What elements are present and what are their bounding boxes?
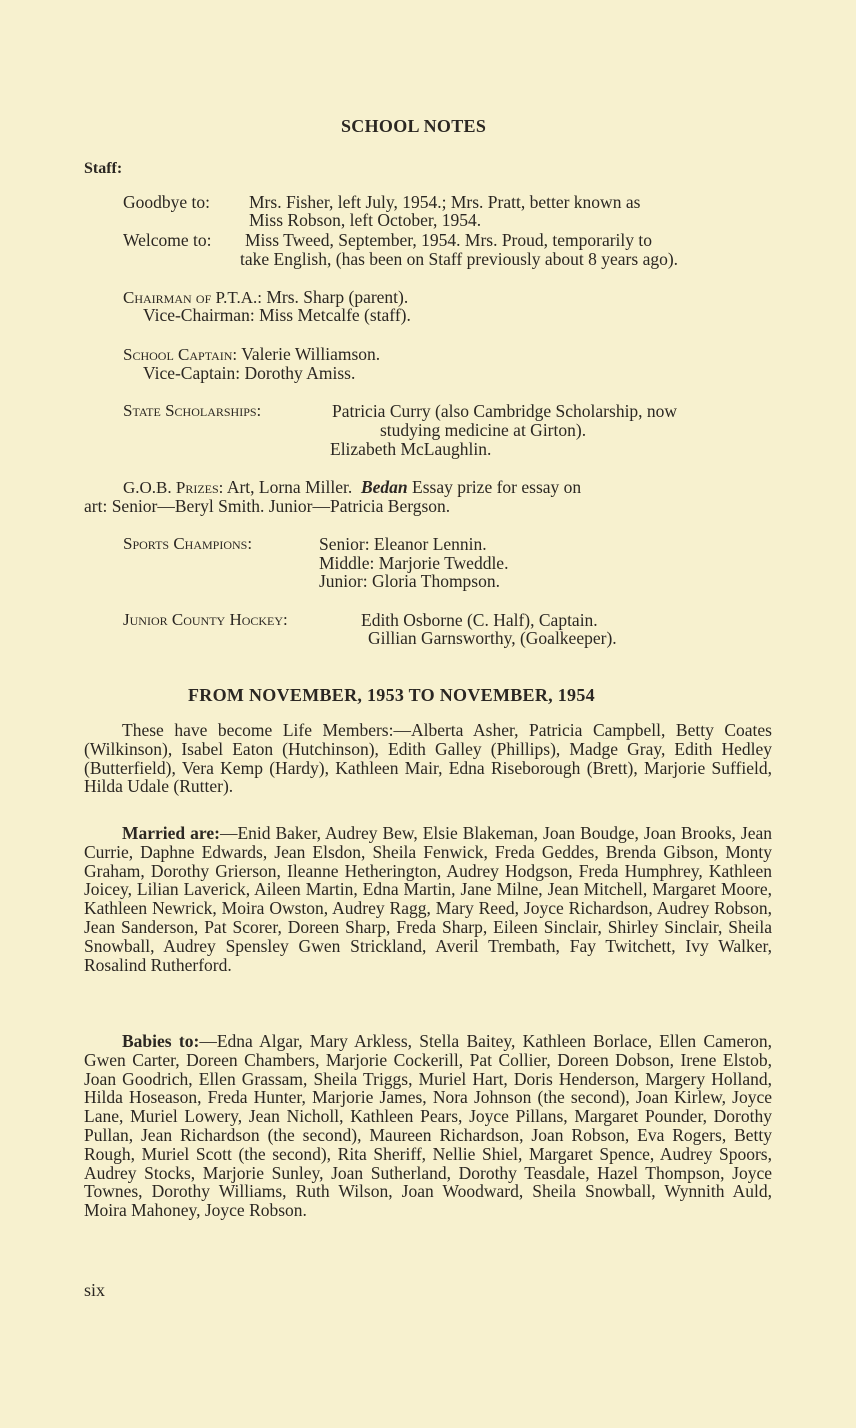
pta-vice-label: Vice-Chairman: [143,305,255,325]
captain-vice-value: Dorothy Amiss. [244,363,356,383]
pta-vice-row [143,306,411,324]
married-text: —Enid Baker, Audrey Bew, Elsie Blakeman, Joan Boudge, Joan Brooks, Jean Currie, Daphne Edwards, Jean Elsdon, Sheila Fenwick, Freda Geddes, Brenda Gibson, Monty Graham, Dorothy Grierson, Ileanne Hetherington, Audrey Hodgson, Freda Humphrey, Kathleen Joicey, Lilian Laverick, Aileen Martin, Edna Martin, Jane Milne, Jean Mitchell, Margaret Moore, Kathleen Newrick, Moira Owston, Audrey Ragg, Mary Reed, Joyce Richardson, Audrey Robson, Jean Sanderson, Pat Scorer, Doreen Sharp, Freda Sharp, Eileen Sinclair, Shirley Sinclair, Sheila Snowball, Audrey Spensley Gwen Strickland, Averil Trembath, Fay Twitchett, Ivy Walker, Rosalind Rutherford. [84,823,772,975]
hockey-line-2: Gillian Garnsworthy, (Goalkeeper). [368,628,617,648]
married-lead: Married are: [122,823,220,843]
scholarships-line-2: studying medicine at Girton). [380,420,587,440]
goodbye-label: Goodbye to: [123,192,211,212]
goodbye-line-1: Mrs. Fisher, left July, 1954.; Mrs. Pratt, better known as [249,192,641,212]
welcome-label: Welcome to: [123,230,212,250]
goodbye-line-2: Miss Robson, left October, 1954. [249,210,482,230]
welcome-line-2: take English, (has been on Staff previously about 8 years ago). [240,249,679,269]
captain-vice-row [143,364,355,382]
married-paragraph [84,824,772,974]
scholarships-label: State Scholarships: [123,401,262,420]
period-heading: FROM NOVEMBER, 1953 TO NOVEMBER, 1954 [188,685,595,705]
page-title: SCHOOL NOTES [341,116,487,136]
hockey-label: Junior County Hockey: [123,610,288,629]
prizes-line-1b: Essay prize for essay on [412,477,582,497]
sports-senior: Senior: Eleanor Lennin. [319,534,487,554]
staff-label: Staff: [84,160,123,177]
captain-value: Valerie Williamson. [241,344,381,364]
welcome-line-1: Miss Tweed, September, 1954. Mrs. Proud, temporarily to [245,230,653,250]
life-members-paragraph: These have become Life Members:—Alberta Asher, Patricia Campbell, Betty Coates (Wilkinson), Isabel Eaton (Hutchinson), Edith Galley (Phillips), Madge Gray, Edith Hedley (Butterfield), Vera Kemp (Hardy), Kathleen Mair, Edna Riseborough (Brett), Marjorie Suffield, Hilda Udale (Rutter). [84,720,772,797]
pta-value: Mrs. Sharp (parent). [266,287,409,307]
sports-middle: Middle: Marjorie Tweddle. [319,553,509,573]
page-number: six [84,1280,106,1300]
pta-vice-value: Miss Metcalfe (staff). [259,305,411,325]
sports-label: Sports Champions: [123,534,253,553]
prizes-line-1a: Art, Lorna Miller. [226,477,353,497]
babies-text: —Edna Algar, Mary Arkless, Stella Baitey, Kathleen Borlace, Ellen Cameron, Gwen Carter, Doreen Chambers, Marjorie Cockerill, Pat Collier, Doreen Dobson, Irene Elstob, Joan Goodrich, Ellen Grassam, Sheila Triggs, Muriel Hart, Doris Henderson, Margery Holland, Hilda Hoseason, Freda Hunter, Marjorie James, Nora Johnson (the second), Joan Kirlew, Joyce Lane, Muriel Lowery, Jean Nicholl, Kathleen Pears, Joyce Pillans, Margaret Pounder, Dorothy Pullan, Jean Richardson (the second), Maureen Richardson, Joan Robson, Eva Rogers, Betty Rough, Muriel Scott (the second), Rita Sheriff, Nellie Shiel, Margaret Spence, Audrey Spoors, Audrey Stocks, Marjorie Sunley, Joan Sutherland, Dorothy Teasdale, Hazel Thompson, Joyce Townes, Dorothy Williams, Ruth Wilson, Joan Woodward, Sheila Snowball, Wynnith Auld, Moira Mahoney, Joyce Robson. [84,1031,772,1221]
sports-junior: Junior: Gloria Thompson. [319,571,500,591]
babies-lead: Babies to: [122,1031,200,1051]
prizes-row [123,478,581,497]
captain-row [123,345,380,364]
bedan-word: Bedan [360,477,408,497]
hockey-line-1: Edith Osborne (C. Half), Captain. [361,610,598,630]
prizes-label: G.O.B. Prizes: [123,478,224,497]
babies-paragraph [84,1032,772,1220]
prizes-line-2: art: Senior—Beryl Smith. Junior—Patricia Bergson. [84,496,451,516]
captain-vice-label: Vice-Captain: [143,363,241,383]
scholarships-line-1: Patricia Curry (also Cambridge Scholarship, now [332,401,678,421]
captain-label: School Captain: [123,345,238,364]
scholarships-line-3: Elizabeth McLaughlin. [330,439,492,459]
pta-label: Chairman of P.T.A.: [123,288,262,307]
